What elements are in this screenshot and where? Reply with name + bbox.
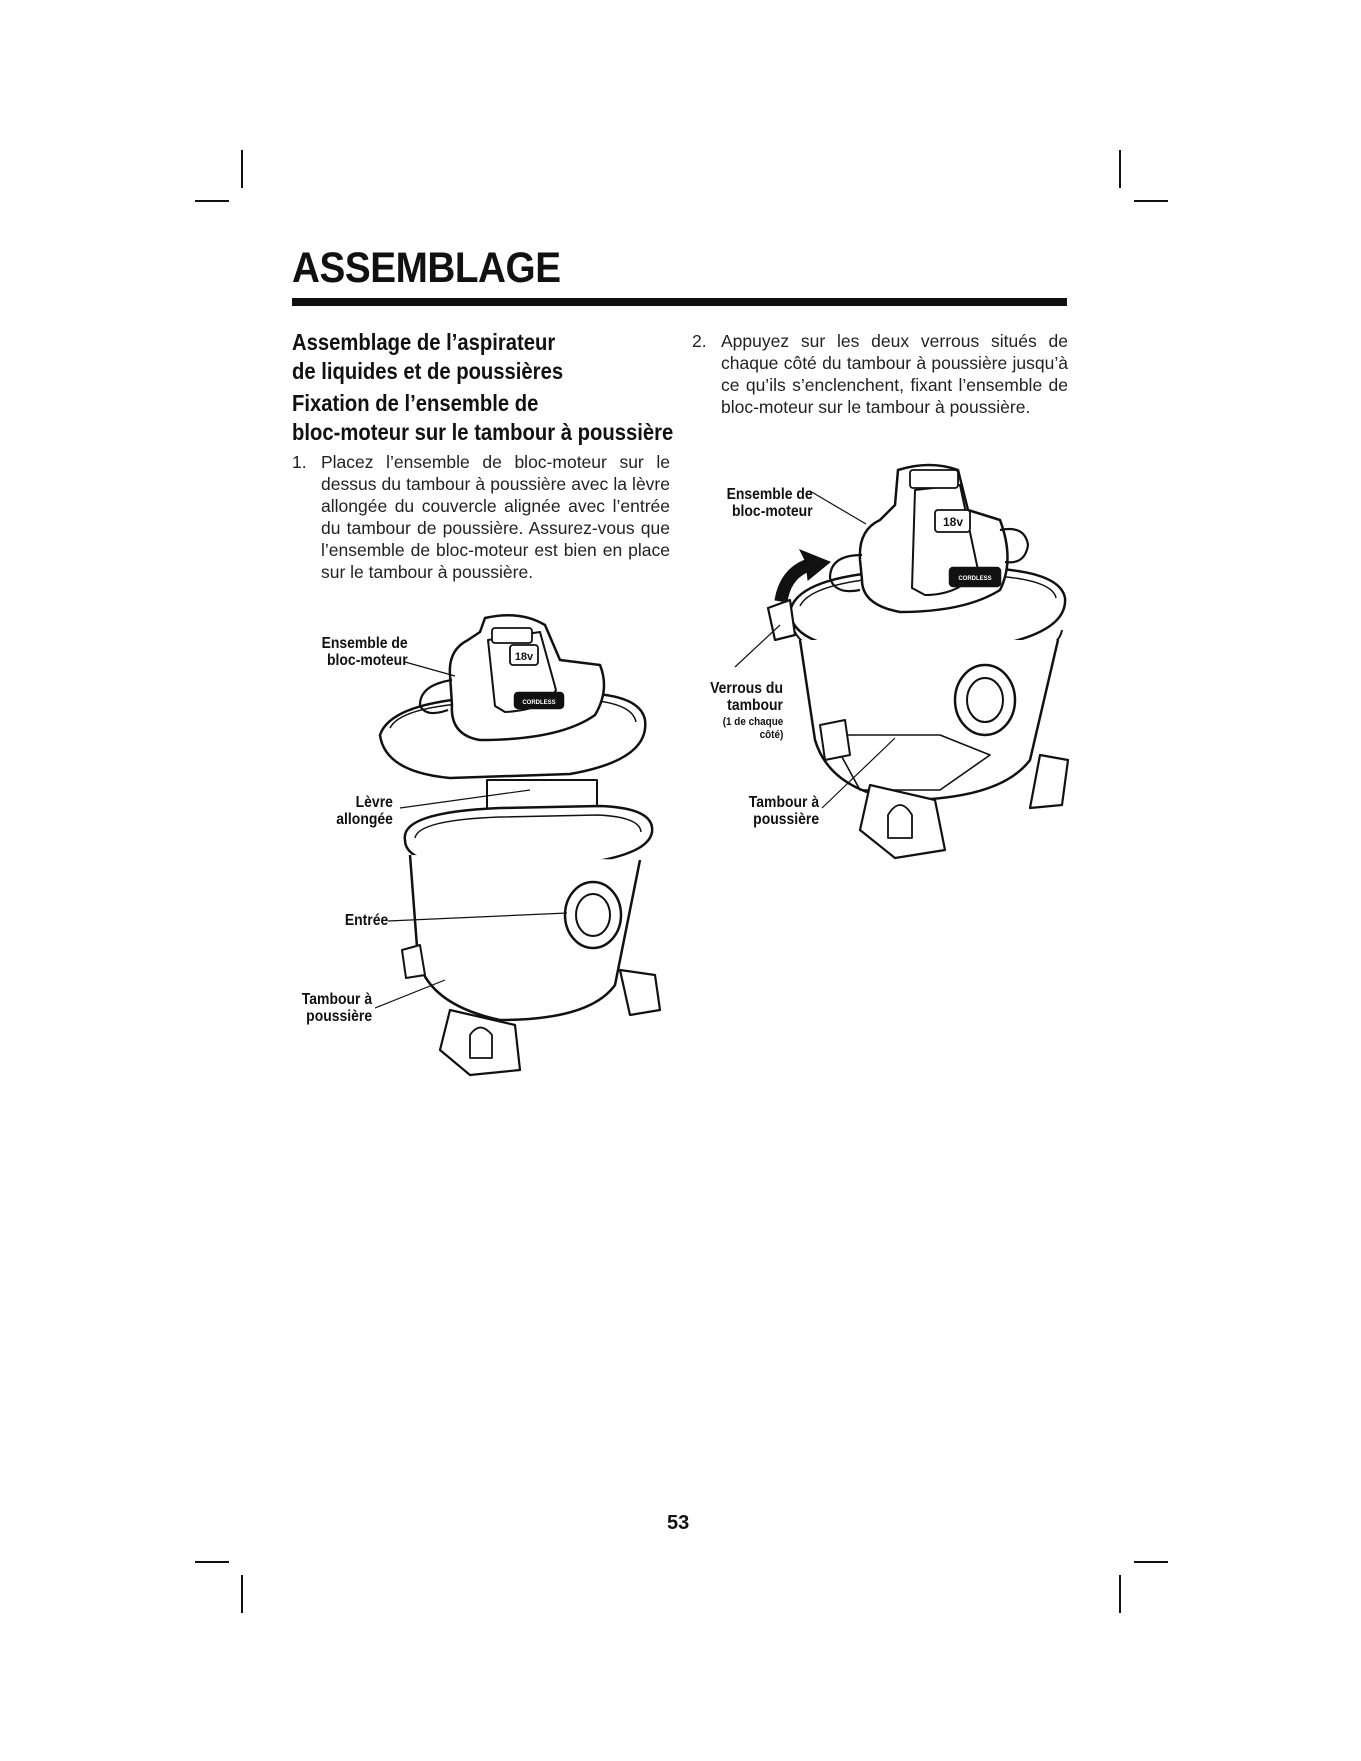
heading-line: Fixation de l’ensemble de: [292, 390, 539, 416]
leader-line: [810, 491, 866, 524]
step-line: ce qu’ils s’enclenchent, fixant l’ensemble de: [721, 375, 1068, 395]
label-line: Tambour à: [748, 794, 819, 811]
leader-line: [735, 625, 780, 667]
label-line: poussière: [753, 811, 819, 828]
label-line: tambour: [727, 697, 783, 714]
step-line: du tambour de poussière. Assurez-vous que: [321, 518, 670, 538]
step-number: 2.: [692, 331, 707, 351]
step-line: bloc-moteur sur le tambour à poussière.: [721, 397, 1031, 417]
heading-line: bloc-moteur sur le tambour à poussière: [292, 419, 674, 445]
label-dust-drum-2: [749, 794, 819, 828]
label-line: bloc-moteur: [732, 503, 813, 520]
step-line: sur le tambour à poussière.: [321, 562, 534, 582]
label-line: Tambour à: [301, 991, 372, 1008]
label-line: Lèvre: [355, 794, 393, 811]
cordless-badge: CORDLESS: [958, 576, 992, 582]
heading-line: Assemblage de l’aspirateur: [292, 329, 556, 355]
heading-line: de liquides et de poussières: [292, 358, 564, 384]
label-line: Ensemble de: [726, 486, 813, 503]
step-line: Placez l’ensemble de bloc-moteur sur le: [321, 452, 670, 472]
page-number: 53: [667, 1512, 690, 1534]
label-line: bloc-moteur: [327, 652, 408, 669]
label-line: (1 de chaque: [722, 716, 783, 728]
section-title: ASSEMBLAGE: [292, 244, 561, 292]
step-line: Appuyez sur les deux verrous situés de: [721, 331, 1068, 351]
step-line: allongée du couvercle alignée avec l’entrée: [321, 496, 670, 516]
label-line: poussière: [306, 1008, 372, 1025]
label-line: côté): [759, 729, 783, 741]
label-line: allongée: [336, 811, 393, 828]
label-latches-note: [722, 716, 783, 742]
battery-label: 18v: [942, 515, 964, 529]
step-line: l’ensemble de bloc-moteur est bien en place: [321, 540, 670, 560]
cordless-badge: CORDLESS: [522, 700, 556, 706]
label-motor-assembly-2: [727, 486, 813, 520]
label-line: Verrous du: [710, 680, 783, 697]
step-number: 1.: [292, 452, 307, 472]
battery-label: 18v: [514, 651, 534, 663]
label-line: Entrée: [344, 912, 388, 929]
label-drum-latches: [710, 680, 783, 714]
step-line: chaque côté du tambour à poussière jusqu’à: [721, 353, 1068, 373]
step-line: dessus du tambour à poussière avec la lèvre: [321, 474, 670, 494]
label-line: Ensemble de: [321, 635, 408, 652]
